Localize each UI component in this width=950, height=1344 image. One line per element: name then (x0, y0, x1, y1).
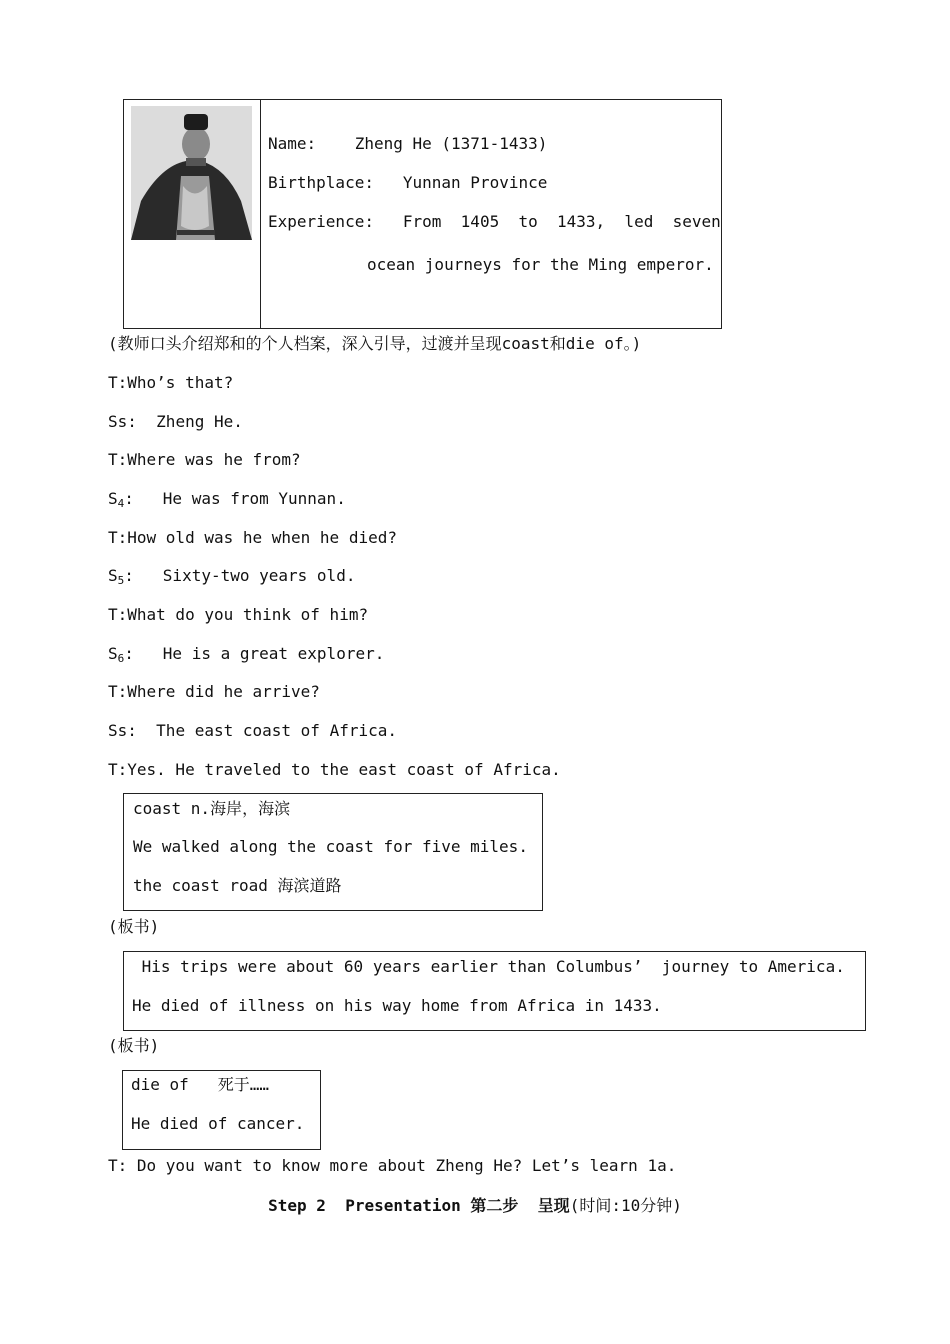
die-of-vocab-box (122, 1070, 321, 1150)
name-value: Zheng He (1371-1433) (354, 134, 548, 153)
coast-phrase: the coast road 海滨道路 (133, 876, 342, 895)
dialogue-line: $S_6$: He is a great explorer. (108, 644, 385, 665)
dialogue-line: Ss: The east coast of Africa. (108, 721, 397, 740)
coast-example: We walked along the coast for five miles. (133, 837, 528, 856)
dialogue-line: T:Where did he arrive? (108, 682, 320, 701)
trips-line-1: His trips were about 60 years earlier than Columbus’ journey to America. (132, 957, 845, 976)
experience-line-1: From 1405 to 1433, led seven (402, 212, 721, 231)
dialogue-line: T:Yes. He traveled to the east coast of Africa. (108, 760, 561, 779)
zheng-he-portrait (131, 106, 252, 240)
board-note: (板书) (108, 917, 160, 936)
profile-birthplace-row (268, 173, 547, 193)
step-title: Step 2 Presentation 第二步 呈现 (268, 1196, 570, 1215)
dialogue-line: T:What do you think of him? (108, 605, 369, 624)
profile-name-row (268, 134, 547, 154)
trips-line-2: He died of illness on his way home from Africa in 1433. (132, 996, 662, 1015)
dialogue-line: Ss: Zheng He. (108, 412, 243, 431)
step-time: (时间:10分钟) (569, 1196, 682, 1215)
dialogue-line: T:How old was he when he died? (108, 528, 397, 547)
dialogue-line: $S_5$: Sixty-two years old. (108, 566, 356, 587)
portrait-illustration (131, 106, 252, 240)
die-of-example: He died of cancer. (131, 1114, 305, 1133)
profile-experience-row (268, 212, 721, 232)
coast-definition: coast n.海岸，海滨 (133, 799, 291, 818)
name-label: Name: (268, 134, 317, 153)
profile-table (123, 99, 722, 329)
profile-divider (260, 100, 261, 328)
birthplace-label: Birthplace: (268, 173, 374, 192)
board-note: (板书) (108, 1036, 160, 1055)
intro-note: (教师口头介绍郑和的个人档案，深入引导，过渡并呈现coast和die of。) (108, 334, 642, 353)
trips-box (123, 951, 866, 1031)
closing-line: T: Do you want to know more about Zheng He? Let’s learn 1a. (108, 1156, 677, 1175)
experience-label: Experience: (268, 212, 374, 231)
dialogue-line: $S_4$: He was from Yunnan. (108, 489, 346, 510)
die-of-definition: die of 死于…… (131, 1075, 269, 1094)
coast-vocab-box (123, 793, 543, 911)
dialogue-line: T:Who’s that? (108, 373, 234, 392)
experience-line-2: ocean journeys for the Ming emperor. (367, 255, 714, 274)
dialogue-line: T:Where was he from? (108, 450, 301, 469)
step-heading (0, 1193, 950, 1216)
birthplace-value: Yunnan Province (402, 173, 548, 192)
